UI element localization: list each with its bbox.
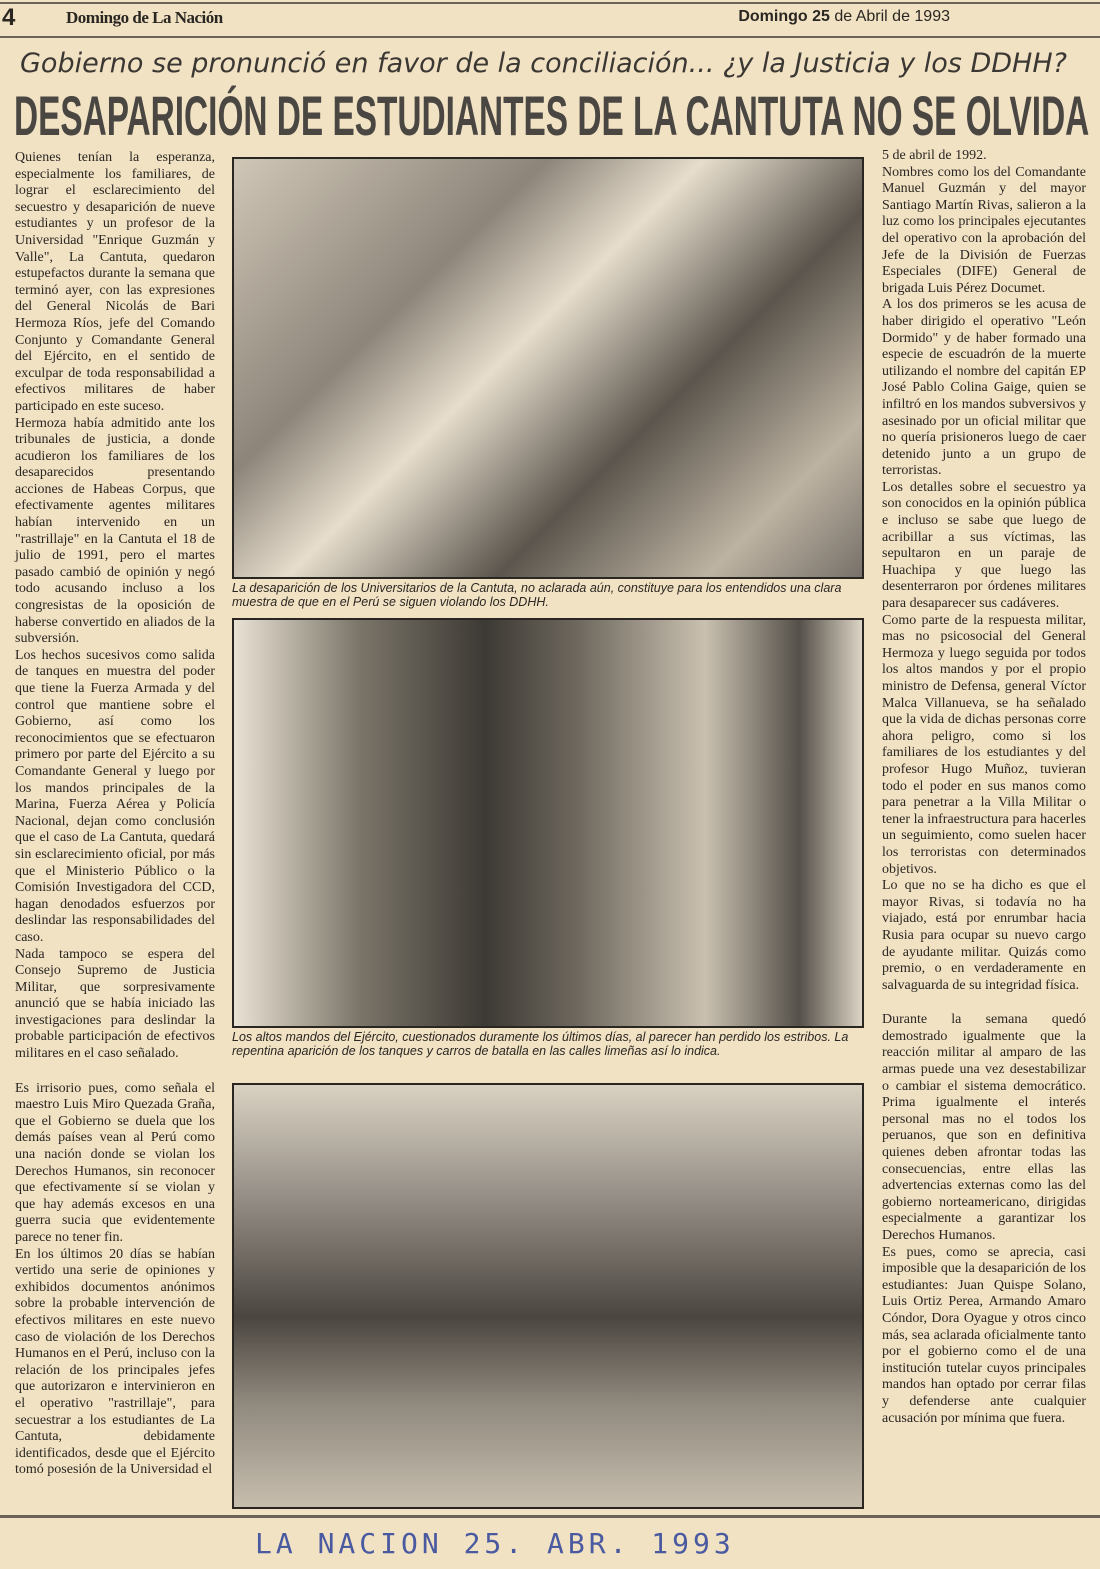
paragraph: Los hechos sucesivos como salida de tanques en muestra del poder que tiene la Fuerza Armada y del control que mantiene sobre el Gobierno, así como los reconocimientos que se efectuaron primero por parte del Ejército a su Comandante General y luego por los mandos principales de la Marina, Fuerza Aérea y Policía Nacional, dejan como conclusión que el caso de La Cantuta, quedará sin esclarecimiento oficial, por más que el Ministerio Público o la Comisión Investigadora del CCD, hagan denodados esfuerzos por deslindar las responsabilidades del caso. (15, 647, 215, 945)
top-rule (0, 2, 1100, 4)
paragraph: 5 de abril de 1992. (882, 148, 987, 163)
kicker-subtitle: Gobierno se pronunció en favor de la conciliación... ¿y la Justicia y los DDHH? (20, 48, 1067, 79)
paragraph: Como parte de la respuesta militar, mas no psicosocial del General Hermoza y luego seguida por todos los altos mandos y por el propio ministro de Defensa, general Víctor Malca Villanueva, se ha señalado que la vida de dichas personas corre ahora peligro, como si los familiares de los estudiantes y del profesor Hugo Muñoz, tuvieran todo el poder en sus manos como para penetrar a la Villa Militar o tener la infraestructura para hacerles un seguimiento, como suelen hacer los terroristas con determinados objetivos. (882, 612, 1086, 877)
date-rest: de Abril de 1993 (829, 8, 950, 25)
header-rule (0, 36, 1100, 38)
paragraph: Durante la semana quedó demostrado igualmente que la reacción militar al amparo de las armas puede una vez desestabilizar o cambiar el sistema democrático. Prima igualmente el interés personal mas no el todos los peruanos, que son en definitiva quienes deben afrontar todas las consecuencias, entre ellas las advertencias externas como las del gobierno norteamericano, dirigidas especialmente a garantizar los Derechos Humanos. (882, 1012, 1086, 1243)
right-column-lower (882, 1012, 1086, 1427)
dateline (738, 8, 950, 26)
photo-students-on-stairs (232, 157, 864, 579)
paragraph: A los dos primeros se les acusa de haber dirigido el operativo "León Dormido" y de haber formado una especie de escuadrón de la muerte utilizando el nombre del capitán EP José Pablo Colina Gaige, quien se infiltró en los mandos subversivos y asesinado por un oficial militar que no quería prisioneros luego de caer detenido junto a un grupo de terroristas. (882, 297, 1086, 479)
photo-military-commanders (232, 618, 864, 1028)
paragraph: Nada tampoco se espera del Consejo Supremo de Justicia Militar, que sorpresivamente anunció que se había iniciado las investigaciones para deslindar la probable participación de efectivos militares en el caso señalado. (15, 946, 215, 1062)
photo-caption: Los altos mandos del Ejército, cuestionados duramente los últimos días, al parecer han perdido los estribos. La repentina aparición de los tanques y carros de batalla en las calles limeñas así lo indica. (232, 1030, 849, 1058)
paragraph: Hermoza había admitido ante los tribunales de justicia, a donde acudieron los familiares de los desaparecidos presentando acciones de Habeas Corpus, que efectivamente agentes militares habían intervenido en un "rastrillaje" en la Cantuta el 18 de julio de 1991, pero el martes pasado cambió de opinión y negó todo acusando incluso a los congresistas de la oposición de haberse convertido en aliados de la subversión. (15, 415, 215, 647)
handwritten-note: LA NACION 25. ABR. 1993 (255, 1527, 735, 1560)
masthead: Domingo de La Nación (66, 8, 223, 27)
paragraph: Quienes tenían la esperanza, especialmente los familiares, de lograr el esclarecimiento del secuestro y desaparición de nueve estudiantes y un profesor de la Universidad "Enrique Guzmán y Valle", La Cantuta, quedaron estupefactos durante la semana que terminó ayer, con las expresiones del General Nicolás de Bari Hermoza Ríos, jefe del Comando Conjunto y Comandante General del Ejército, en el sentido de exculpar de toda responsabilidad a efectivos militares de haber participado en este suceso. (15, 150, 215, 414)
left-column-lower (15, 1081, 215, 1479)
paragraph: Los detalles sobre el secuestro ya son conocidos en la opinión pública e incluso se sabe que luego de acribillar a sus víctimas, las sepultaron en un paraje de Huachipa y que luego las desenterraron por órdenes militares para desaparecer sus cadáveres. (882, 479, 1086, 612)
paragraph: Nombres como los del Comandante Manuel Guzmán y del mayor Santiago Martín Rivas, salieron a la luz como los principales ejecutantes del operativo con la aprobación del Jefe de la División de Fuerzas Especiales (DIFE) General de brigada Luis Pérez Documet. (882, 164, 1086, 296)
paragraph: Lo que no se ha dicho es que el mayor Rivas, si todavía no ha viajado, está por enrumbar hacia Rusia para ocupar su nuevo cargo de ayudante militar. Quizás como premio, o en verdaderamente en salvaguarda de su integridad física. (882, 878, 1086, 993)
left-column (15, 150, 215, 1063)
right-column-stack (882, 148, 1086, 1427)
photo-masked-soldiers (232, 1083, 864, 1509)
date-day: Domingo 25 (738, 8, 830, 25)
bottom-rule (0, 1515, 1100, 1518)
photo-caption: La desaparición de los Universitarios de la Cantuta, no aclarada aún, constituye para los entendidos una clara muestra de que en el Perú se siguen violando los DDHH. (232, 581, 842, 609)
right-column (882, 148, 1086, 994)
headline: DESAPARICIÓN DE ESTUDIANTES DE LA CANTUTA NO SE OLVIDA (14, 84, 1090, 147)
paragraph: En los últimos 20 días se habían vertido una serie de opiniones y exhibidos documentos anónimos sobre la probable intervención de efectivos militares en este nuevo caso de violación de los Derechos Humanos en el Perú, incluso con la relación de los principales jefes que autorizaron e intervinieron en el operativo "rastrillaje", para secuestrar a los estudiantes de La Cantuta, debidamente identificados, desde que el Ejército tomó posesión de la Universidad el (15, 1246, 215, 1478)
paragraph: Es irrisorio pues, como señala el maestro Luis Miro Quezada Graña, que el Gobierno se duela que los demás países vean al Perú como una nación donde se violan los Derechos Humanos, sin reconocer que efectivamente sí se violan y que hay además excesos en una guerra sucia que evidentemente parece no tener fin. (15, 1080, 215, 1245)
left-column-stack (15, 150, 215, 1479)
paragraph: Es pues, como se aprecia, casi imposible que la desaparición de los estudiantes: Juan Quispe Solano, Luis Ortiz Perea, Armando Amaro Cóndor, Dora Oyague y otros cinco más, sea aclarada oficialmente tanto por el gobierno como el de una institución tutelar cuyos principales mandos han optado por cerrar filas y defenderse ante cualquier acusación por mínima que fuera. (882, 1244, 1086, 1426)
page-number: 4 (2, 4, 16, 31)
